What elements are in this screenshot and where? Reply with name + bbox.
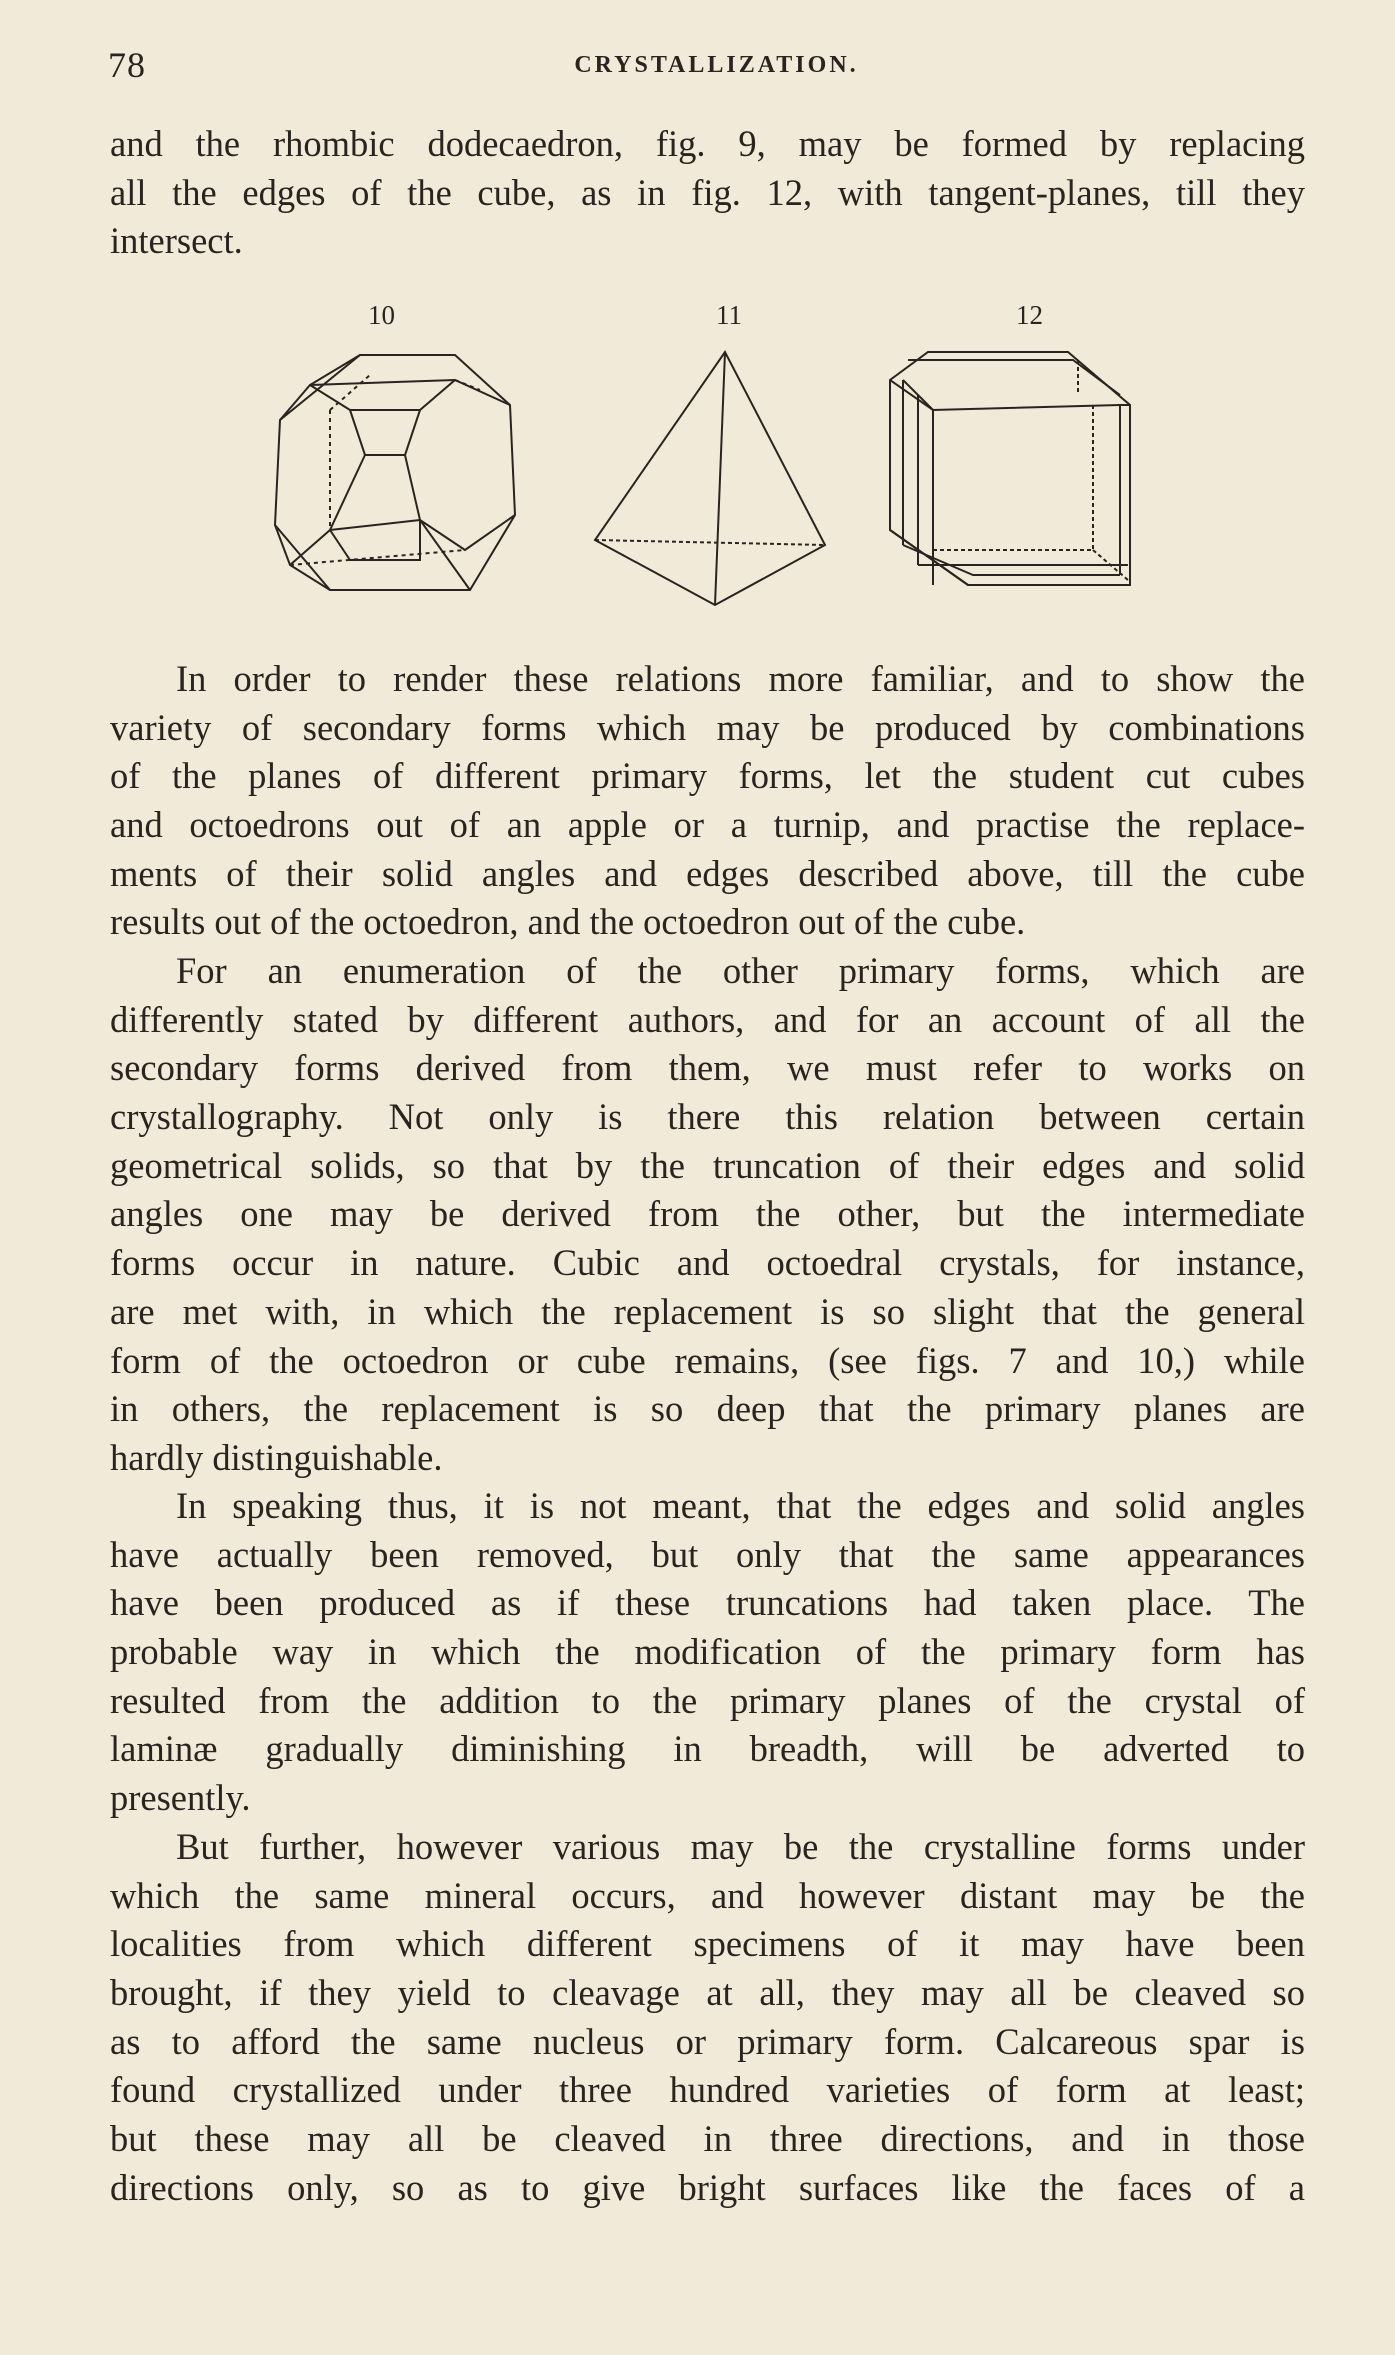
running-title: CRYSTALLIZATION.	[574, 52, 859, 78]
text-line: differently stated by different authors, and for an account of all the	[110, 998, 1305, 1040]
text-line: are met with, in which the replacement is so slight that the general	[110, 1290, 1305, 1332]
text-line: found crystallized under three hundred varieties of form at least;	[110, 2069, 1305, 2111]
text-line: all the edges of the cube, as in fig. 12, with tangent-planes, till they	[110, 171, 1305, 213]
text-line: form of the octoedron or cube remains, (see figs. 7 and 10,) while	[110, 1339, 1305, 1381]
text-line: of the planes of different primary forms, let the student cut cubes	[110, 755, 1305, 797]
text-line: as to afford the same nucleus or primary form. Calcareous spar is	[110, 2020, 1305, 2062]
text-line: have been produced as if these truncations had taken place. The	[110, 1582, 1305, 1624]
text-line: angles one may be derived from the other, but the intermediate	[110, 1193, 1305, 1235]
text-line: have actually been removed, but only that the same appearances	[110, 1533, 1305, 1575]
text-line: laminæ gradually diminishing in breadth, will be adverted to	[110, 1728, 1305, 1770]
text-line: but these may all be cleaved in three directions, and in those	[110, 2118, 1305, 2160]
text-line: But further, however various may be the crystalline forms under	[176, 1826, 1305, 1867]
paragraph-2	[110, 947, 1305, 1483]
text-line: brought, if they yield to cleavage at all, they may all be cleaved so	[110, 1972, 1305, 2014]
text-line: ments of their solid angles and edges described above, till the cube	[110, 852, 1305, 894]
text-line: presently.	[110, 1777, 251, 1819]
paragraph-4	[110, 1823, 1305, 2213]
text-line: hardly distinguishable.	[110, 1436, 443, 1478]
text-line: secondary forms derived from them, we must refer to works on	[110, 1047, 1305, 1089]
figure-label: 10	[368, 300, 395, 330]
text-line: For an enumeration of the other primary forms, which are	[176, 950, 1305, 991]
text-line: geometrical solids, so that by the truncation of their edges and solid	[110, 1144, 1305, 1186]
truncated-cube-diagram-icon	[270, 350, 530, 600]
text-line: variety of secondary forms which may be produced by combinations	[110, 706, 1305, 748]
figure-label: 12	[1016, 300, 1043, 330]
crystal-figures	[260, 290, 1160, 620]
paragraph-1	[110, 655, 1305, 947]
text-line: directions only, so as to give bright surfaces like the faces of a	[110, 2166, 1305, 2208]
text-line: results out of the octoedron, and the octoedron out of the cube.	[110, 901, 1026, 943]
text-line: and the rhombic dodecaedron, fig. 9, may be formed by replacing	[110, 123, 1305, 164]
figure-label: 11	[716, 300, 742, 330]
text-line: resulted from the addition to the primary planes of the crystal of	[110, 1679, 1305, 1721]
page-number: 78	[108, 45, 146, 85]
text-line: In speaking thus, it is not meant, that the edges and solid angles	[176, 1485, 1305, 1526]
text-line: in others, the replacement is so deep that the primary planes are	[110, 1388, 1305, 1430]
text-line: crystallography. Not only is there this relation between certain	[110, 1096, 1305, 1138]
text-line: which the same mineral occurs, and however distant may be the	[110, 1874, 1305, 1916]
intro-paragraph	[110, 120, 1305, 266]
bevelled-cube-diagram-icon	[888, 350, 1138, 590]
running-head	[108, 44, 1305, 84]
text-line: probable way in which the modification of the primary form has	[110, 1631, 1305, 1673]
text-line: localities from which different specimens of it may have been	[110, 1923, 1305, 1965]
text-line: intersect.	[110, 220, 243, 262]
tetrahedron-diagram-icon	[585, 350, 845, 610]
text-line: In order to render these relations more familiar, and to show the	[176, 658, 1305, 699]
paragraph-3	[110, 1482, 1305, 1823]
text-line: forms occur in nature. Cubic and octoedral crystals, for instance,	[110, 1242, 1305, 1284]
text-line: and octoedrons out of an apple or a turnip, and practise the replace-	[110, 804, 1305, 846]
